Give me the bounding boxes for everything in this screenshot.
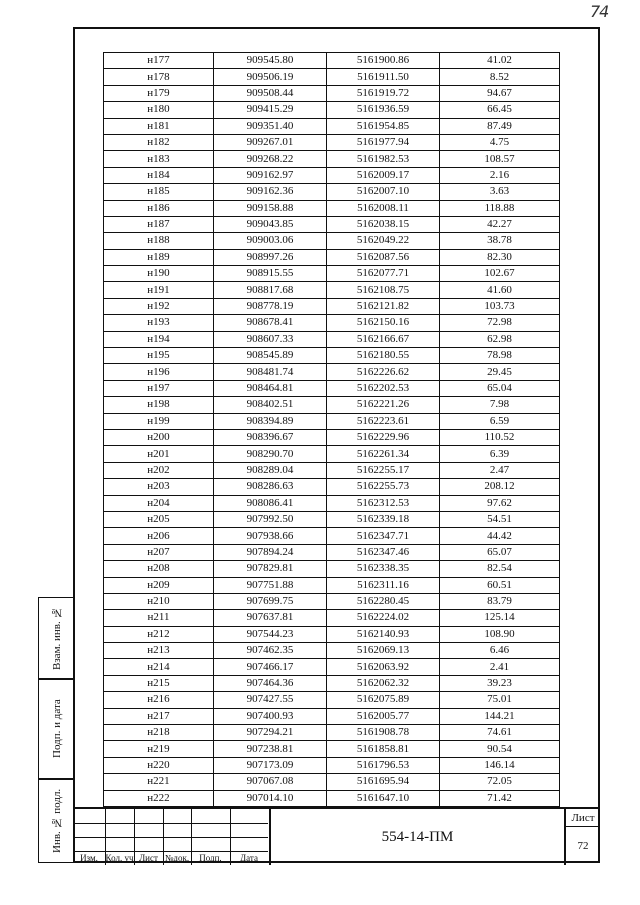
y-coordinate-cell: 5162339.18	[327, 511, 440, 527]
y-coordinate-cell: 5162226.62	[327, 364, 440, 380]
y-coordinate-cell: 5161936.59	[327, 102, 440, 118]
table-row	[104, 249, 560, 265]
table-row	[104, 495, 560, 511]
point-id-cell: н200	[104, 429, 214, 445]
x-coordinate-cell: 907238.81	[214, 741, 327, 757]
point-id-cell: н222	[104, 790, 214, 806]
y-coordinate-cell: 5161977.94	[327, 134, 440, 150]
point-id-cell: н203	[104, 479, 214, 495]
distance-cell: 102.67	[440, 266, 560, 282]
side-label-vzam-inv: Взам. инв. №	[51, 606, 63, 670]
point-id-cell: н211	[104, 610, 214, 626]
point-id-cell: н216	[104, 692, 214, 708]
y-coordinate-cell: 5162224.02	[327, 610, 440, 626]
y-coordinate-cell: 5161647.10	[327, 790, 440, 806]
x-coordinate-cell: 908481.74	[214, 364, 327, 380]
distance-cell: 54.51	[440, 511, 560, 527]
point-id-cell: н212	[104, 626, 214, 642]
table-row	[104, 282, 560, 298]
distance-cell: 60.51	[440, 577, 560, 593]
point-id-cell: н192	[104, 298, 214, 314]
table-row	[104, 577, 560, 593]
distance-cell: 108.90	[440, 626, 560, 642]
table-row	[104, 479, 560, 495]
distance-cell: 2.16	[440, 167, 560, 183]
table-row	[104, 413, 560, 429]
point-id-cell: н183	[104, 151, 214, 167]
distance-cell: 118.88	[440, 200, 560, 216]
distance-cell: 6.39	[440, 446, 560, 462]
x-coordinate-cell: 908394.89	[214, 413, 327, 429]
distance-cell: 83.79	[440, 593, 560, 609]
y-coordinate-cell: 5162223.61	[327, 413, 440, 429]
table-row	[104, 610, 560, 626]
x-coordinate-cell: 909158.88	[214, 200, 327, 216]
distance-cell: 65.07	[440, 544, 560, 560]
point-id-cell: н205	[104, 511, 214, 527]
x-coordinate-cell: 908286.63	[214, 479, 327, 495]
table-row	[104, 134, 560, 150]
x-coordinate-cell: 908997.26	[214, 249, 327, 265]
point-id-cell: н220	[104, 757, 214, 773]
y-coordinate-cell: 5162063.92	[327, 659, 440, 675]
stamp-header-izm: Изм.	[80, 853, 98, 863]
table-row	[104, 118, 560, 134]
table-row	[104, 708, 560, 724]
y-coordinate-cell: 5162255.17	[327, 462, 440, 478]
point-id-cell: н199	[104, 413, 214, 429]
distance-cell: 65.04	[440, 380, 560, 396]
distance-cell: 208.12	[440, 479, 560, 495]
x-coordinate-cell: 907938.66	[214, 528, 327, 544]
table-row	[104, 626, 560, 642]
table-row	[104, 298, 560, 314]
distance-cell: 87.49	[440, 118, 560, 134]
table-row	[104, 315, 560, 331]
distance-cell: 6.46	[440, 643, 560, 659]
point-id-cell: н178	[104, 69, 214, 85]
table-row	[104, 167, 560, 183]
point-id-cell: н179	[104, 85, 214, 101]
point-id-cell: н177	[104, 53, 214, 69]
point-id-cell: н187	[104, 216, 214, 232]
table-row	[104, 364, 560, 380]
x-coordinate-cell: 907464.36	[214, 675, 327, 691]
y-coordinate-cell: 5161858.81	[327, 741, 440, 757]
x-coordinate-cell: 907462.35	[214, 643, 327, 659]
table-row	[104, 151, 560, 167]
table-row	[104, 102, 560, 118]
x-coordinate-cell: 908290.70	[214, 446, 327, 462]
x-coordinate-cell: 909162.97	[214, 167, 327, 183]
distance-cell: 8.52	[440, 69, 560, 85]
distance-cell: 2.47	[440, 462, 560, 478]
x-coordinate-cell: 909268.22	[214, 151, 327, 167]
sheet-label: Лист	[566, 809, 600, 827]
point-id-cell: н198	[104, 397, 214, 413]
point-id-cell: н180	[104, 102, 214, 118]
table-row	[104, 233, 560, 249]
y-coordinate-cell: 5162261.34	[327, 446, 440, 462]
table-row	[104, 528, 560, 544]
point-id-cell: н181	[104, 118, 214, 134]
table-row	[104, 200, 560, 216]
table-row	[104, 692, 560, 708]
table-row	[104, 331, 560, 347]
table-row	[104, 757, 560, 773]
point-id-cell: н218	[104, 725, 214, 741]
x-coordinate-cell: 907400.93	[214, 708, 327, 724]
y-coordinate-cell: 5162007.10	[327, 184, 440, 200]
x-coordinate-cell: 908402.51	[214, 397, 327, 413]
y-coordinate-cell: 5162009.17	[327, 167, 440, 183]
table-row	[104, 725, 560, 741]
distance-cell: 125.14	[440, 610, 560, 626]
table-row	[104, 544, 560, 560]
table-row	[104, 85, 560, 101]
x-coordinate-cell: 908086.41	[214, 495, 327, 511]
y-coordinate-cell: 5161911.50	[327, 69, 440, 85]
y-coordinate-cell: 5162077.71	[327, 266, 440, 282]
point-id-cell: н217	[104, 708, 214, 724]
y-coordinate-cell: 5162049.22	[327, 233, 440, 249]
y-coordinate-cell: 5162108.75	[327, 282, 440, 298]
table-row	[104, 561, 560, 577]
table-row	[104, 659, 560, 675]
table-row	[104, 511, 560, 527]
table-row	[104, 774, 560, 790]
table-row	[104, 593, 560, 609]
y-coordinate-cell: 5162140.93	[327, 626, 440, 642]
sheet-number: 72	[577, 840, 589, 852]
y-coordinate-cell: 5161954.85	[327, 118, 440, 134]
distance-cell: 42.27	[440, 216, 560, 232]
distance-cell: 3.63	[440, 184, 560, 200]
distance-cell: 72.98	[440, 315, 560, 331]
distance-cell: 2.41	[440, 659, 560, 675]
y-coordinate-cell: 5162166.67	[327, 331, 440, 347]
y-coordinate-cell: 5162347.46	[327, 544, 440, 560]
table-row	[104, 397, 560, 413]
distance-cell: 72.05	[440, 774, 560, 790]
side-label-podp-data: Подп. и дата	[51, 699, 63, 759]
y-coordinate-cell: 5162280.45	[327, 593, 440, 609]
x-coordinate-cell: 907466.17	[214, 659, 327, 675]
x-coordinate-cell: 907894.24	[214, 544, 327, 560]
point-id-cell: н190	[104, 266, 214, 282]
point-id-cell: н188	[104, 233, 214, 249]
grid-line	[73, 837, 268, 838]
x-coordinate-cell: 907427.55	[214, 692, 327, 708]
table-row	[104, 216, 560, 232]
distance-cell: 94.67	[440, 85, 560, 101]
distance-cell: 66.45	[440, 102, 560, 118]
x-coordinate-cell: 909506.19	[214, 69, 327, 85]
y-coordinate-cell: 5161695.94	[327, 774, 440, 790]
distance-cell: 41.60	[440, 282, 560, 298]
x-coordinate-cell: 907751.88	[214, 577, 327, 593]
y-coordinate-cell: 5162221.26	[327, 397, 440, 413]
y-coordinate-cell: 5162008.11	[327, 200, 440, 216]
x-coordinate-cell: 907544.23	[214, 626, 327, 642]
distance-cell: 6.59	[440, 413, 560, 429]
y-coordinate-cell: 5162087.56	[327, 249, 440, 265]
x-coordinate-cell: 909415.29	[214, 102, 327, 118]
distance-cell: 82.30	[440, 249, 560, 265]
distance-cell: 110.52	[440, 429, 560, 445]
side-cell-podp-data	[38, 679, 75, 779]
table-row	[104, 446, 560, 462]
distance-cell: 38.78	[440, 233, 560, 249]
point-id-cell: н215	[104, 675, 214, 691]
point-id-cell: н184	[104, 167, 214, 183]
x-coordinate-cell: 907699.75	[214, 593, 327, 609]
distance-cell: 144.21	[440, 708, 560, 724]
y-coordinate-cell: 5162069.13	[327, 643, 440, 659]
point-id-cell: н196	[104, 364, 214, 380]
distance-cell: 39.23	[440, 675, 560, 691]
distance-cell: 44.42	[440, 528, 560, 544]
point-id-cell: н210	[104, 593, 214, 609]
x-coordinate-cell: 908607.33	[214, 331, 327, 347]
y-coordinate-cell: 5162062.32	[327, 675, 440, 691]
x-coordinate-cell: 908396.67	[214, 429, 327, 445]
y-coordinate-cell: 5162005.77	[327, 708, 440, 724]
x-coordinate-cell: 908464.81	[214, 380, 327, 396]
title-block	[73, 807, 600, 863]
distance-cell: 78.98	[440, 348, 560, 364]
distance-cell: 108.57	[440, 151, 560, 167]
y-coordinate-cell: 5161908.78	[327, 725, 440, 741]
distance-cell: 74.61	[440, 725, 560, 741]
table-row	[104, 348, 560, 364]
x-coordinate-cell: 908678.41	[214, 315, 327, 331]
grid-line	[73, 823, 268, 824]
point-id-cell: н219	[104, 741, 214, 757]
table-row	[104, 69, 560, 85]
table-row	[104, 380, 560, 396]
point-id-cell: н186	[104, 200, 214, 216]
side-cell-vzam-inv	[38, 597, 75, 679]
table-row	[104, 429, 560, 445]
table-row	[104, 462, 560, 478]
point-id-cell: н191	[104, 282, 214, 298]
point-id-cell: н214	[104, 659, 214, 675]
side-cell-inv-podl	[38, 779, 75, 863]
distance-cell: 90.54	[440, 741, 560, 757]
stamp-header-ndok: №док.	[164, 853, 190, 863]
distance-cell: 29.45	[440, 364, 560, 380]
y-coordinate-cell: 5162121.82	[327, 298, 440, 314]
y-coordinate-cell: 5162347.71	[327, 528, 440, 544]
side-approval-block	[38, 597, 75, 863]
distance-cell: 62.98	[440, 331, 560, 347]
point-id-cell: н185	[104, 184, 214, 200]
x-coordinate-cell: 907067.08	[214, 774, 327, 790]
y-coordinate-cell: 5162150.16	[327, 315, 440, 331]
point-id-cell: н207	[104, 544, 214, 560]
y-coordinate-cell: 5161919.72	[327, 85, 440, 101]
x-coordinate-cell: 909351.40	[214, 118, 327, 134]
point-id-cell: н206	[104, 528, 214, 544]
y-coordinate-cell: 5161900.86	[327, 53, 440, 69]
point-id-cell: н209	[104, 577, 214, 593]
x-coordinate-cell: 909508.44	[214, 85, 327, 101]
y-coordinate-cell: 5162038.15	[327, 216, 440, 232]
x-coordinate-cell: 907294.21	[214, 725, 327, 741]
revision-grid	[73, 809, 268, 865]
y-coordinate-cell: 5162255.73	[327, 479, 440, 495]
document-code: 554-14-ПМ	[269, 809, 566, 865]
distance-cell: 41.02	[440, 53, 560, 69]
y-coordinate-cell: 5161982.53	[327, 151, 440, 167]
point-id-cell: н204	[104, 495, 214, 511]
x-coordinate-cell: 909545.80	[214, 53, 327, 69]
x-coordinate-cell: 909162.36	[214, 184, 327, 200]
distance-cell: 103.73	[440, 298, 560, 314]
x-coordinate-cell: 908545.89	[214, 348, 327, 364]
x-coordinate-cell: 908778.19	[214, 298, 327, 314]
x-coordinate-cell: 907992.50	[214, 511, 327, 527]
point-id-cell: н189	[104, 249, 214, 265]
point-id-cell: н213	[104, 643, 214, 659]
table-row	[104, 184, 560, 200]
y-coordinate-cell: 5162338.35	[327, 561, 440, 577]
distance-cell: 75.01	[440, 692, 560, 708]
point-id-cell: н208	[104, 561, 214, 577]
x-coordinate-cell: 907829.81	[214, 561, 327, 577]
y-coordinate-cell: 5162202.53	[327, 380, 440, 396]
stamp-header-kol-uch: Кол. уч	[105, 853, 134, 863]
table-row	[104, 790, 560, 806]
distance-cell: 71.42	[440, 790, 560, 806]
y-coordinate-cell: 5162312.53	[327, 495, 440, 511]
distance-cell: 82.54	[440, 561, 560, 577]
stamp-header-podp: Подп.	[199, 853, 222, 863]
point-id-cell: н193	[104, 315, 214, 331]
x-coordinate-cell: 908817.68	[214, 282, 327, 298]
y-coordinate-cell: 5161796.53	[327, 757, 440, 773]
point-id-cell: н182	[104, 134, 214, 150]
x-coordinate-cell: 908289.04	[214, 462, 327, 478]
point-id-cell: н201	[104, 446, 214, 462]
side-label-inv-podl: Инв. № подл.	[51, 788, 63, 854]
y-coordinate-cell: 5162311.16	[327, 577, 440, 593]
coordinates-table-body	[104, 53, 560, 807]
table-row	[104, 675, 560, 691]
distance-cell: 146.14	[440, 757, 560, 773]
table-row	[104, 643, 560, 659]
point-id-cell: н195	[104, 348, 214, 364]
table-row	[104, 53, 560, 69]
point-id-cell: н194	[104, 331, 214, 347]
x-coordinate-cell: 907173.09	[214, 757, 327, 773]
stamp-header-data: Дата	[240, 853, 258, 863]
handwritten-page-number: 74	[590, 2, 609, 21]
x-coordinate-cell: 909003.06	[214, 233, 327, 249]
point-id-cell: н197	[104, 380, 214, 396]
stamp-header-list: Лист	[139, 853, 158, 863]
point-id-cell: н202	[104, 462, 214, 478]
coordinates-table	[103, 52, 560, 807]
table-row	[104, 266, 560, 282]
y-coordinate-cell: 5162229.96	[327, 429, 440, 445]
x-coordinate-cell: 907637.81	[214, 610, 327, 626]
distance-cell: 7.98	[440, 397, 560, 413]
x-coordinate-cell: 907014.10	[214, 790, 327, 806]
x-coordinate-cell: 908915.55	[214, 266, 327, 282]
distance-cell: 4.75	[440, 134, 560, 150]
point-id-cell: н221	[104, 774, 214, 790]
y-coordinate-cell: 5162180.55	[327, 348, 440, 364]
distance-cell: 97.62	[440, 495, 560, 511]
table-row	[104, 741, 560, 757]
x-coordinate-cell: 909043.85	[214, 216, 327, 232]
x-coordinate-cell: 909267.01	[214, 134, 327, 150]
y-coordinate-cell: 5162075.89	[327, 692, 440, 708]
